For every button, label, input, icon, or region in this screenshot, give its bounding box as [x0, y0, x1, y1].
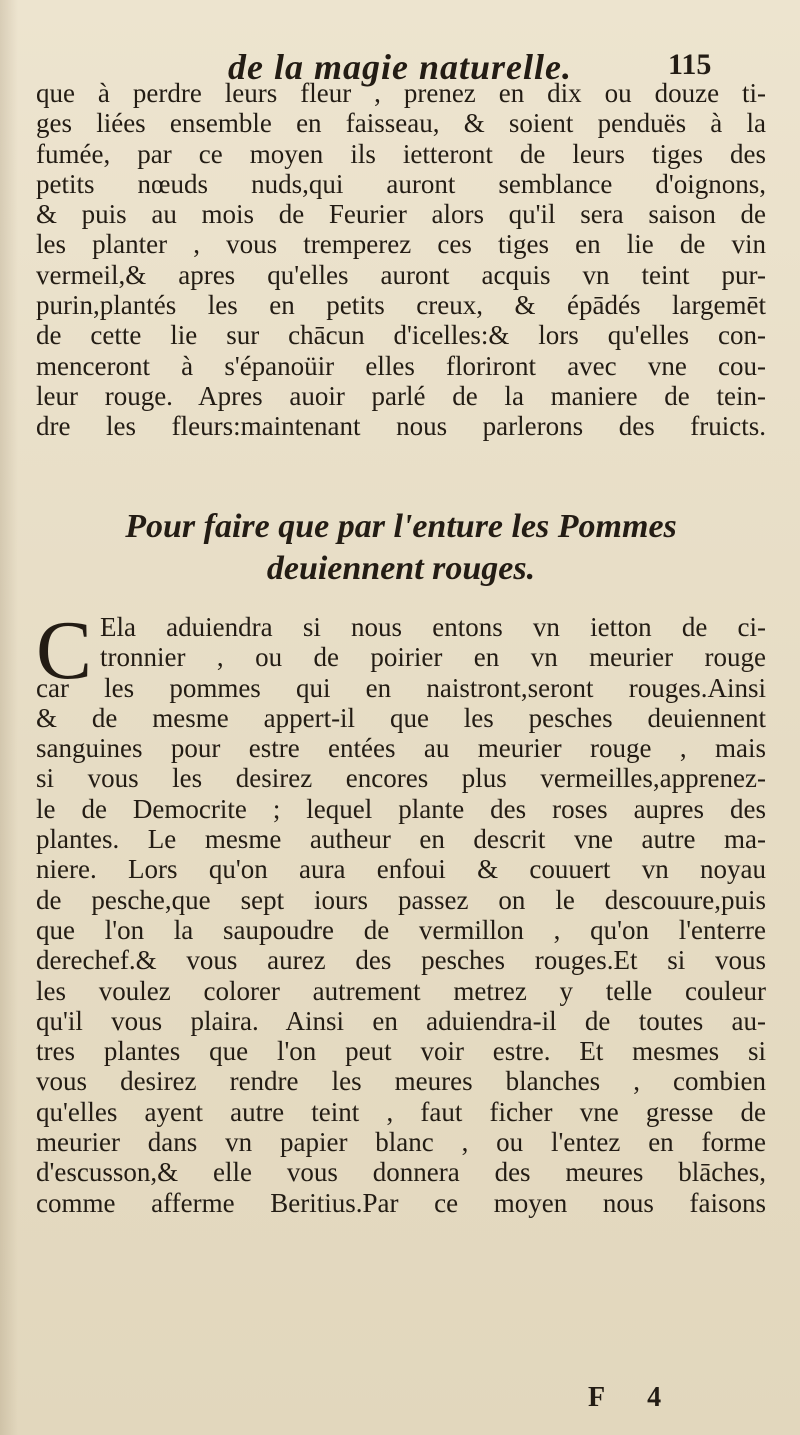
text-line: que à perdre leurs fleur , prenez en dix ou douze ti-: [36, 78, 766, 108]
page-number: 115: [668, 48, 712, 81]
text-line: fumée, par ce moyen ils ietteront de leurs tiges des: [36, 138, 766, 169]
text-line: les planter , vous tremperez ces tiges en lie de vin: [36, 229, 766, 260]
text-line: dre les fleurs:maintenant nous parlerons des fruicts.: [36, 411, 766, 442]
text-line: tronnier , ou de poirier en vn meurier rouge: [100, 642, 766, 673]
text-line: qu'il vous plaira. Ainsi en aduiendra-il de toutes au-: [36, 1005, 766, 1036]
text-line: de cette lie sur chācun d'icelles:& lors qu'elles con-: [36, 320, 766, 351]
text-line: que l'on la saupoudre de vermillon , qu'on l'enterre: [36, 914, 766, 945]
text-line: niere. Lors qu'on aura enfoui & couuert vn noyau: [36, 854, 766, 885]
text-line: le de Democrite ; lequel plante des roses aupres des: [36, 793, 766, 824]
text-line: comme afferme Beritius.Par ce moyen nous faisons: [36, 1187, 766, 1218]
text-line: plantes. Le mesme autheur en descrit vne autre ma-: [36, 824, 766, 855]
signature-mark: F 4: [588, 1382, 680, 1413]
text-line: si vous les desirez encores plus vermeilles,apprenez-: [36, 763, 766, 794]
text-line: les voulez colorer autrement metrez y telle couleur: [36, 975, 766, 1006]
drop-cap: C: [36, 604, 93, 697]
text-line: d'escusson,& elle vous donnera des meures blāches,: [36, 1157, 766, 1188]
text-line: tres plantes que l'on peut voir estre. Et mesmes si: [36, 1036, 766, 1067]
text-line: vermeil,& apres qu'elles auront acquis vn teint pur-: [36, 259, 766, 290]
text-line: petits nœuds nuds,qui auront semblance d'oignons,: [36, 168, 766, 199]
section-heading-line-1: Pour faire que par l'enture les Pommes: [125, 508, 677, 545]
running-title: de la magie naturelle.: [228, 47, 572, 87]
text-line: leur rouge. Apres auoir parlé de la maniere de tein-: [36, 380, 766, 411]
text-line: de pesche,que sept iours passez on le descouure,puis: [36, 884, 766, 915]
text-line: sanguines pour estre entées au meurier rouge , mais: [36, 733, 766, 764]
text-line: Ela aduiendra si nous entons vn ietton de ci-: [100, 612, 766, 642]
text-line: car les pommes qui en naistront,seront rouges.Ainsi: [36, 672, 766, 703]
text-line: meurier dans vn papier blanc , ou l'entez en forme: [36, 1127, 766, 1158]
text-line: & de mesme appert-il que les pesches deuiennent: [36, 702, 766, 733]
text-line: & puis au mois de Feurier alors qu'il sera saison de: [36, 199, 766, 230]
page-edge-shadow: [0, 0, 18, 1435]
paragraph-1: [36, 78, 766, 442]
text-line: ges liées ensemble en faisseau, & soient penduës à la: [36, 108, 766, 139]
paragraph-2: [36, 604, 766, 1218]
text-line: menceront à s'épanoüir elles floriront avec vne cou-: [36, 350, 766, 381]
text-line: qu'elles ayent autre teint , faut ficher vne gresse de: [36, 1096, 766, 1127]
section-heading-line-2: deuiennent rouges.: [266, 550, 536, 587]
text-line: derechef.& vous aurez des pesches rouges.Et si vous: [36, 945, 766, 976]
text-line: vous desirez rendre les meures blanches , combien: [36, 1066, 766, 1097]
text-line: purin,plantés les en petits creux, & épādés largemēt: [36, 290, 766, 321]
